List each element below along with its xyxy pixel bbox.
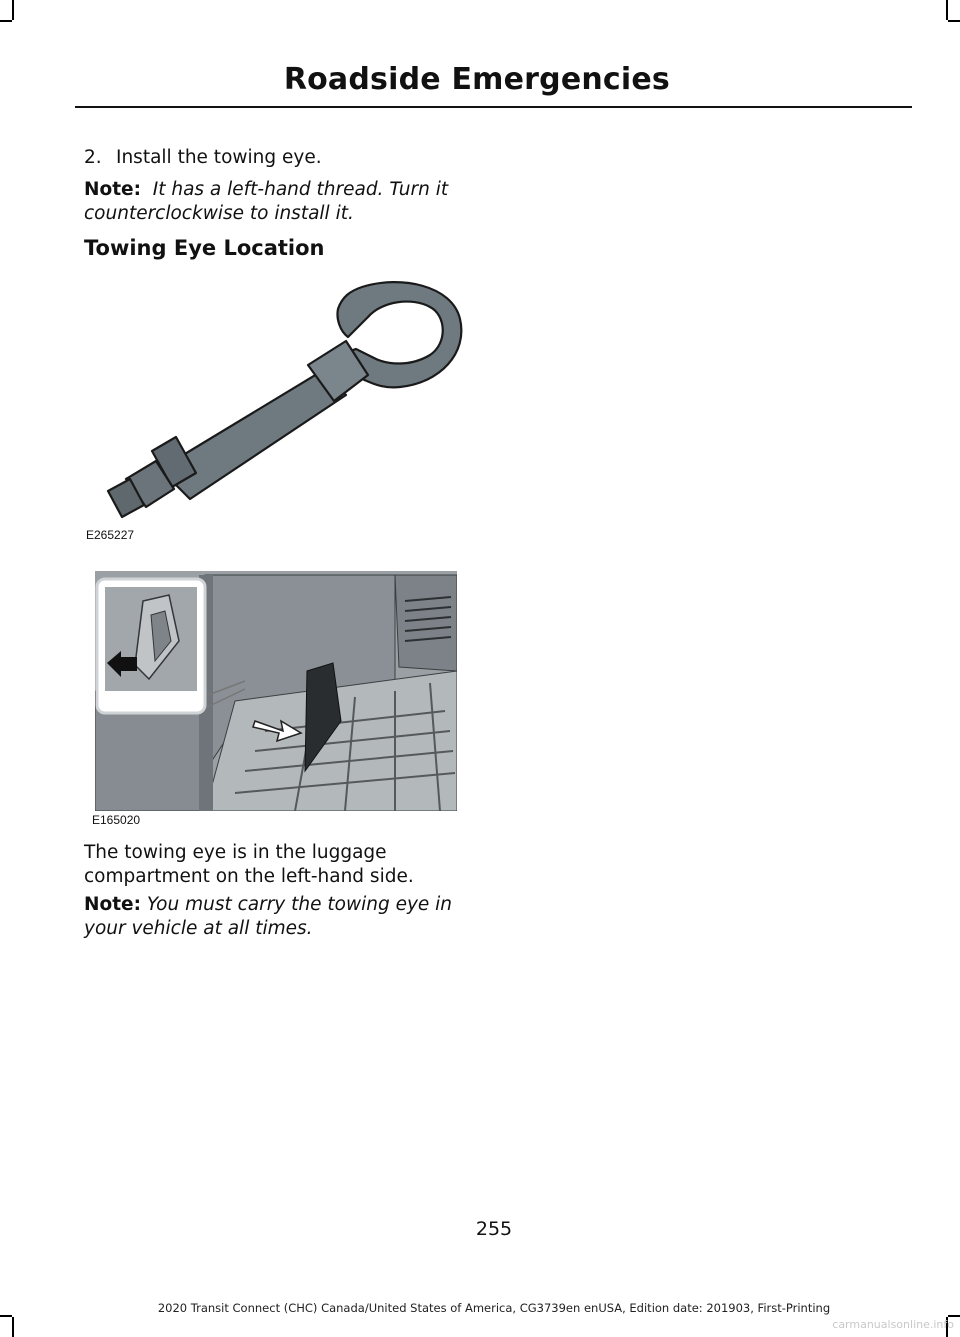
body-paragraph: The towing eye is in the luggage compartment on the left-hand side. [84, 842, 414, 887]
crop-mark [12, 0, 14, 20]
luggage-compartment-figure [95, 571, 457, 811]
note-label: Note: [84, 179, 141, 200]
section-heading: Towing Eye Location [84, 236, 325, 260]
header-divider [75, 106, 912, 108]
towing-eye-figure [100, 275, 470, 525]
note-text: You must carry the towing eye in your vehicle at all times. [84, 894, 453, 939]
note-text: It has a left-hand thread. Turn it counterclockwise to install it. [84, 179, 449, 224]
crop-mark [948, 20, 960, 22]
note-label: Note: [84, 894, 141, 915]
crop-mark [0, 20, 12, 22]
crop-mark [0, 1315, 12, 1317]
towing-eye-illustration-icon [100, 275, 470, 525]
watermark: carmanualsonline.info [832, 1318, 954, 1331]
step-text: Install the towing eye. [116, 147, 322, 168]
page-number: 255 [475, 1218, 513, 1240]
luggage-compartment-illustration-icon [95, 571, 457, 811]
crop-mark [12, 1317, 14, 1337]
crop-mark [946, 0, 948, 20]
footer-edition: 2020 Transit Connect (CHC) Canada/United States of America, CG3739en enUSA, Edition date: 201903, First-Printing [157, 1301, 831, 1315]
figure-code: E265227 [86, 528, 135, 542]
figure-code: E165020 [92, 813, 141, 827]
note-carry [84, 893, 484, 941]
crop-mark [948, 1315, 960, 1317]
step-number: 2. [84, 147, 102, 168]
note-thread [84, 178, 484, 226]
page-title: Roadside Emergencies [283, 62, 670, 97]
step-2 [84, 146, 484, 170]
